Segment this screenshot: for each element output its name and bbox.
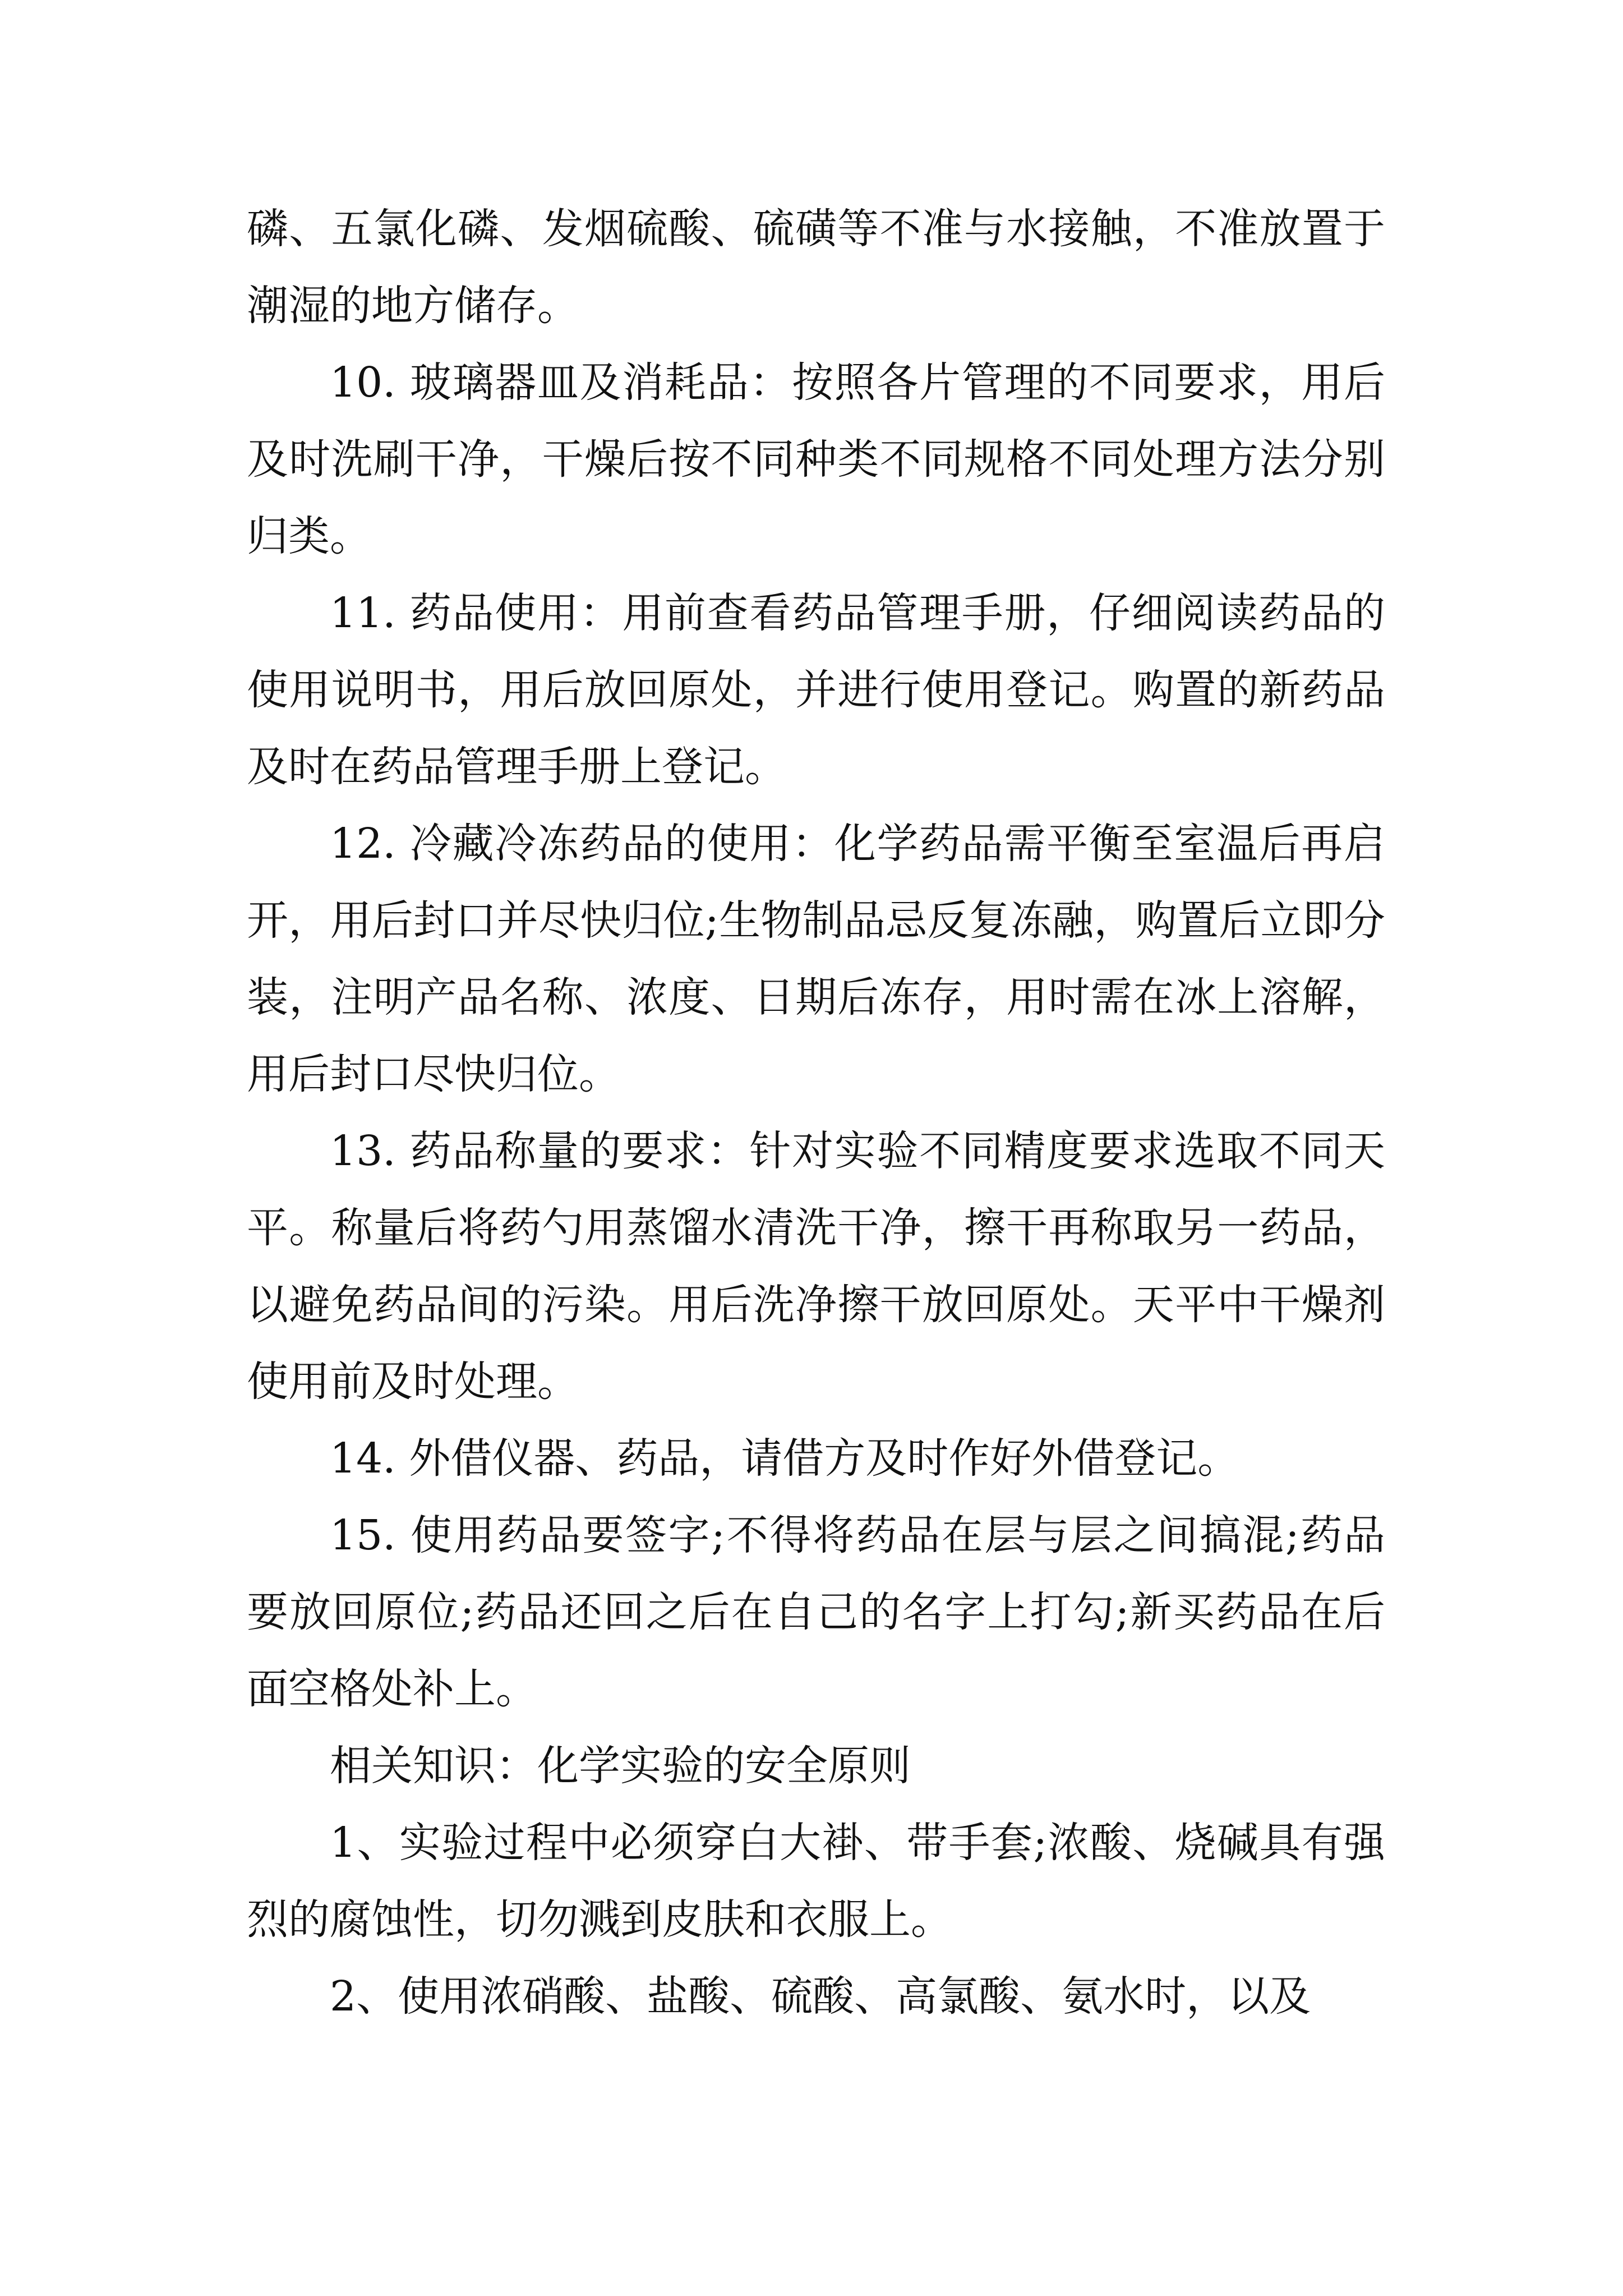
document-body bbox=[247, 191, 1385, 2035]
paragraph-item-12: 12. 冷藏冷冻药品的使用：化学药品需平衡至室温后再启开，用后封口并尽快归位;生物制品忌反复冻融，购置后立即分装，注明产品名称、浓度、日期后冻存，用时需在冰上溶解，用后封口尽快归位。 bbox=[247, 820, 1385, 1098]
paragraph-continuation: 磷、五氯化磷、发烟硫酸、硫磺等不准与水接触，不准放置于潮湿的地方储存。 bbox=[247, 205, 1385, 330]
paragraph-safety-rule-2: 2、使用浓硝酸、盐酸、硫酸、高氯酸、氨水时，以及 bbox=[330, 1972, 1311, 2021]
paragraph-safety-rule-1: 1、实验过程中必须穿白大褂、带手套;浓酸、烧碱具有强烈的腐蚀性，切勿溅到皮肤和衣服上。 bbox=[247, 1819, 1385, 1944]
paragraph-item-13: 13. 药品称量的要求：针对实验不同精度要求选取不同天平。称量后将药勺用蒸馏水清洗干净，擦干再称取另一药品，以避免药品间的污染。用后洗净擦干放回原处。天平中干燥剂使用前及时处理。 bbox=[247, 1127, 1385, 1406]
paragraph-item-11: 11. 药品使用：用前查看药品管理手册，仔细阅读药品的使用说明书，用后放回原处，并进行使用登记。购置的新药品及时在药品管理手册上登记。 bbox=[247, 589, 1385, 791]
paragraph-item-14: 14. 外借仪器、药品，请借方及时作好外借登记。 bbox=[330, 1434, 1239, 1483]
paragraph-item-15: 15. 使用药品要签字;不得将药品在层与层之间搞混;药品要放回原位;药品还回之后在自己的名字上打勾;新买药品在后面空格处补上。 bbox=[247, 1511, 1385, 1713]
section-heading-related-knowledge: 相关知识：化学实验的安全原则 bbox=[330, 1742, 911, 1790]
paragraph-item-10: 10. 玻璃器皿及消耗品：按照各片管理的不同要求，用后及时洗刷干净，干燥后按不同种类不同规格不同处理方法分别归类。 bbox=[247, 358, 1385, 560]
